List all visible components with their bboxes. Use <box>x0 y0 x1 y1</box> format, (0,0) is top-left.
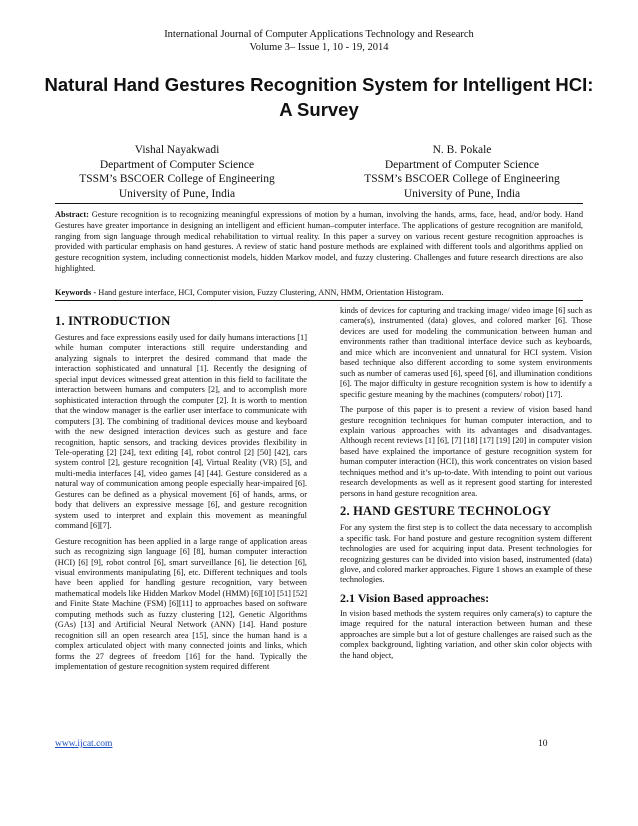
journal-website-link[interactable]: www.ijcat.com <box>55 739 113 749</box>
journal-header <box>0 28 638 54</box>
author-department: Department of Computer Science <box>384 158 540 171</box>
abstract-text: Gesture recognition is to recognizing meaningful expressions of motion by a human, involving the hands, arms, face, head, and/or body. Hand Gestures have greater importance in designing an intelligent and efficient human–computer interface. The applications of gesture recognition are manifold, ranging from sign language through medical rehabilitation to virtual reality. In this paper a survey on various recent gesture recognition approaches is provided with particular emphasis on hand gestures. A review of static hand posture methods are explained with different tools and algorithms applied on gesture recognition system, including connectionist models, hidden Markov model, and fuzzy clustering. Challenges and future research directions are also highlighted. <box>55 210 584 273</box>
keywords-text: Hand gesture interface, HCI, Computer vision, Fuzzy Clustering, ANN, HMM, Orientation Histogram. <box>98 288 444 297</box>
journal-volume: Volume 3– Issue 1, 10 - 19, 2014 <box>249 42 389 53</box>
author-college: TSSM’s BSCOER College of Engineering <box>364 173 560 185</box>
author-university: University of Pune, India <box>403 187 521 200</box>
divider-bottom <box>55 300 583 301</box>
paragraph: Gesture recognition has been applied in a large range of application areas such as recognizing sign language [6] [8], human computer interaction (HCI) [6] [9], robot control [6], smart surveillance [6], lie detection [6], visual environments manipulating [6], etc. Different techniques and tools have been applied for handling gesture recognition, vary between mathematical models like Hidden Markov Model (HMM) [6][10] [51] [52] and Finite State Machine (FSM) [6][11] to approaches based on software computing methods such as fuzzy clustering [12], Genetic Algorithms (GAs) [13] and Artificial Neural Network (ANN) [14]. Hand posture recognition sill an open research area [15], since the human hand is a complex articulated object with many connected joints and links, which forms the 27 degrees of freedom [16] for the hand. Typically the implementation of gesture recognition system required different <box>55 536 307 672</box>
paper-title: Natural Hand Gestures Recognition System for Intelligent HCI: A Survey <box>44 74 594 120</box>
divider-top <box>55 203 583 204</box>
author-department: Department of Computer Science <box>99 158 255 171</box>
keywords <box>55 288 583 299</box>
page-number: 10 <box>538 739 548 749</box>
paragraph: Gestures and face expressions easily used for daily humans interactions [1] while human computer interactions still require understanding and analyzing signals to interpret the desired command that made the interaction sophisticated and unnatural [1]. Recently the designing of special input devices witnessed great attention in this field to facilitate the interaction between humans and computers [2], and to accomplish more sophisticated interaction through the computer [2]. It is worth to mention that the window manager is the earlier user interface to communicate with computers [3]. The combining of traditional devices mouse and keyboard with the new designed interaction devices such as gesture and face recognition, haptic sensors, and tracking devices provides flexibility in Tele-operating [2] [24], text editing [4], robot control [2] [50] [42], cars system control [2], gesture recognition [4], Virtual Reality (VR) [5], and multi-media interfaces [4], video games [4] [44]. Gesture considered as a natural way of communication among people especially hear-impaired [6]. Gestures can be defined as a physical movement [6] of hands, arms, or body that delivers an expressive message [6], and gesture recognition system used to interpret and explain this movement as meaningful command [6][7]. <box>55 333 307 531</box>
right-column <box>340 306 592 666</box>
author-college: TSSM’s BSCOER College of Engineering <box>79 173 275 185</box>
section-heading-hand-gesture-technology: 2. HAND GESTURE TECHNOLOGY <box>340 504 552 519</box>
abstract <box>55 210 583 275</box>
paragraph: The purpose of this paper is to present a review of vision based hand gesture recognition techniques for human computer interaction, and to explain various approaches with its advantages and disadvantages. Although recent reviews [1] [6], [7] [18] [17] [19] [20] in computer vision based have explained the importance of gesture recognition system for human computer interaction (HCI), this work concentrates on vision based techniques method and it’s up-to-date. With intending to point out various research developments as well as it represent good starting for interested persons in hand gesture recognition area. <box>340 405 592 498</box>
paragraph: In vision based methods the system requires only camera(s) to capture the image required for the natural interaction between human and these approaches are simple but a lot of gesture challenges are raised such as the complex background, lighting variation, and other skin color objects with the hand object, <box>340 608 592 660</box>
author-name: N. B. Pokale <box>432 144 492 156</box>
author-block-1 <box>52 143 302 201</box>
abstract-label: Abstract: <box>55 210 89 219</box>
section-heading-introduction: 1. INTRODUCTION <box>55 314 171 328</box>
author-block-2 <box>337 143 587 201</box>
author-university: University of Pune, India <box>118 187 236 200</box>
author-name: Vishal Nayakwadi <box>134 144 220 156</box>
subsection-heading-vision-based: 2.1 Vision Based approaches: <box>340 590 490 605</box>
keywords-label: Keywords - <box>55 288 97 297</box>
paragraph: kinds of devices for capturing and tracking image/ video image [6] such as camera(s), instrumented (data) gloves, and colored marker [6]. Those devices are used for modeling the communication between human and environments rather than traditional interface device such as keyboards, and mice which are inconvenient and unnatural for HCI system. Vision based technique also different according to some system environments such as number of cameras used [6], speed [6], and illumination conditions [6]. The major difficulty in gesture recognition system is how to identify a specific gesture meaning by the machines (computers/ robot) [17]. <box>340 306 592 399</box>
left-column <box>55 312 307 678</box>
journal-name: International Journal of Computer Applications Technology and Research <box>164 29 474 40</box>
paragraph: For any system the first step is to collect the data necessary to accomplish a specific task. For hand posture and gesture recognition system different technologies are used for acquiring input data. Present technologies for recognizing gestures can be divided into vision based, instrumented (data) glove, and colored marker approaches. Figure 1 shows an example of these technologies. <box>340 523 592 585</box>
